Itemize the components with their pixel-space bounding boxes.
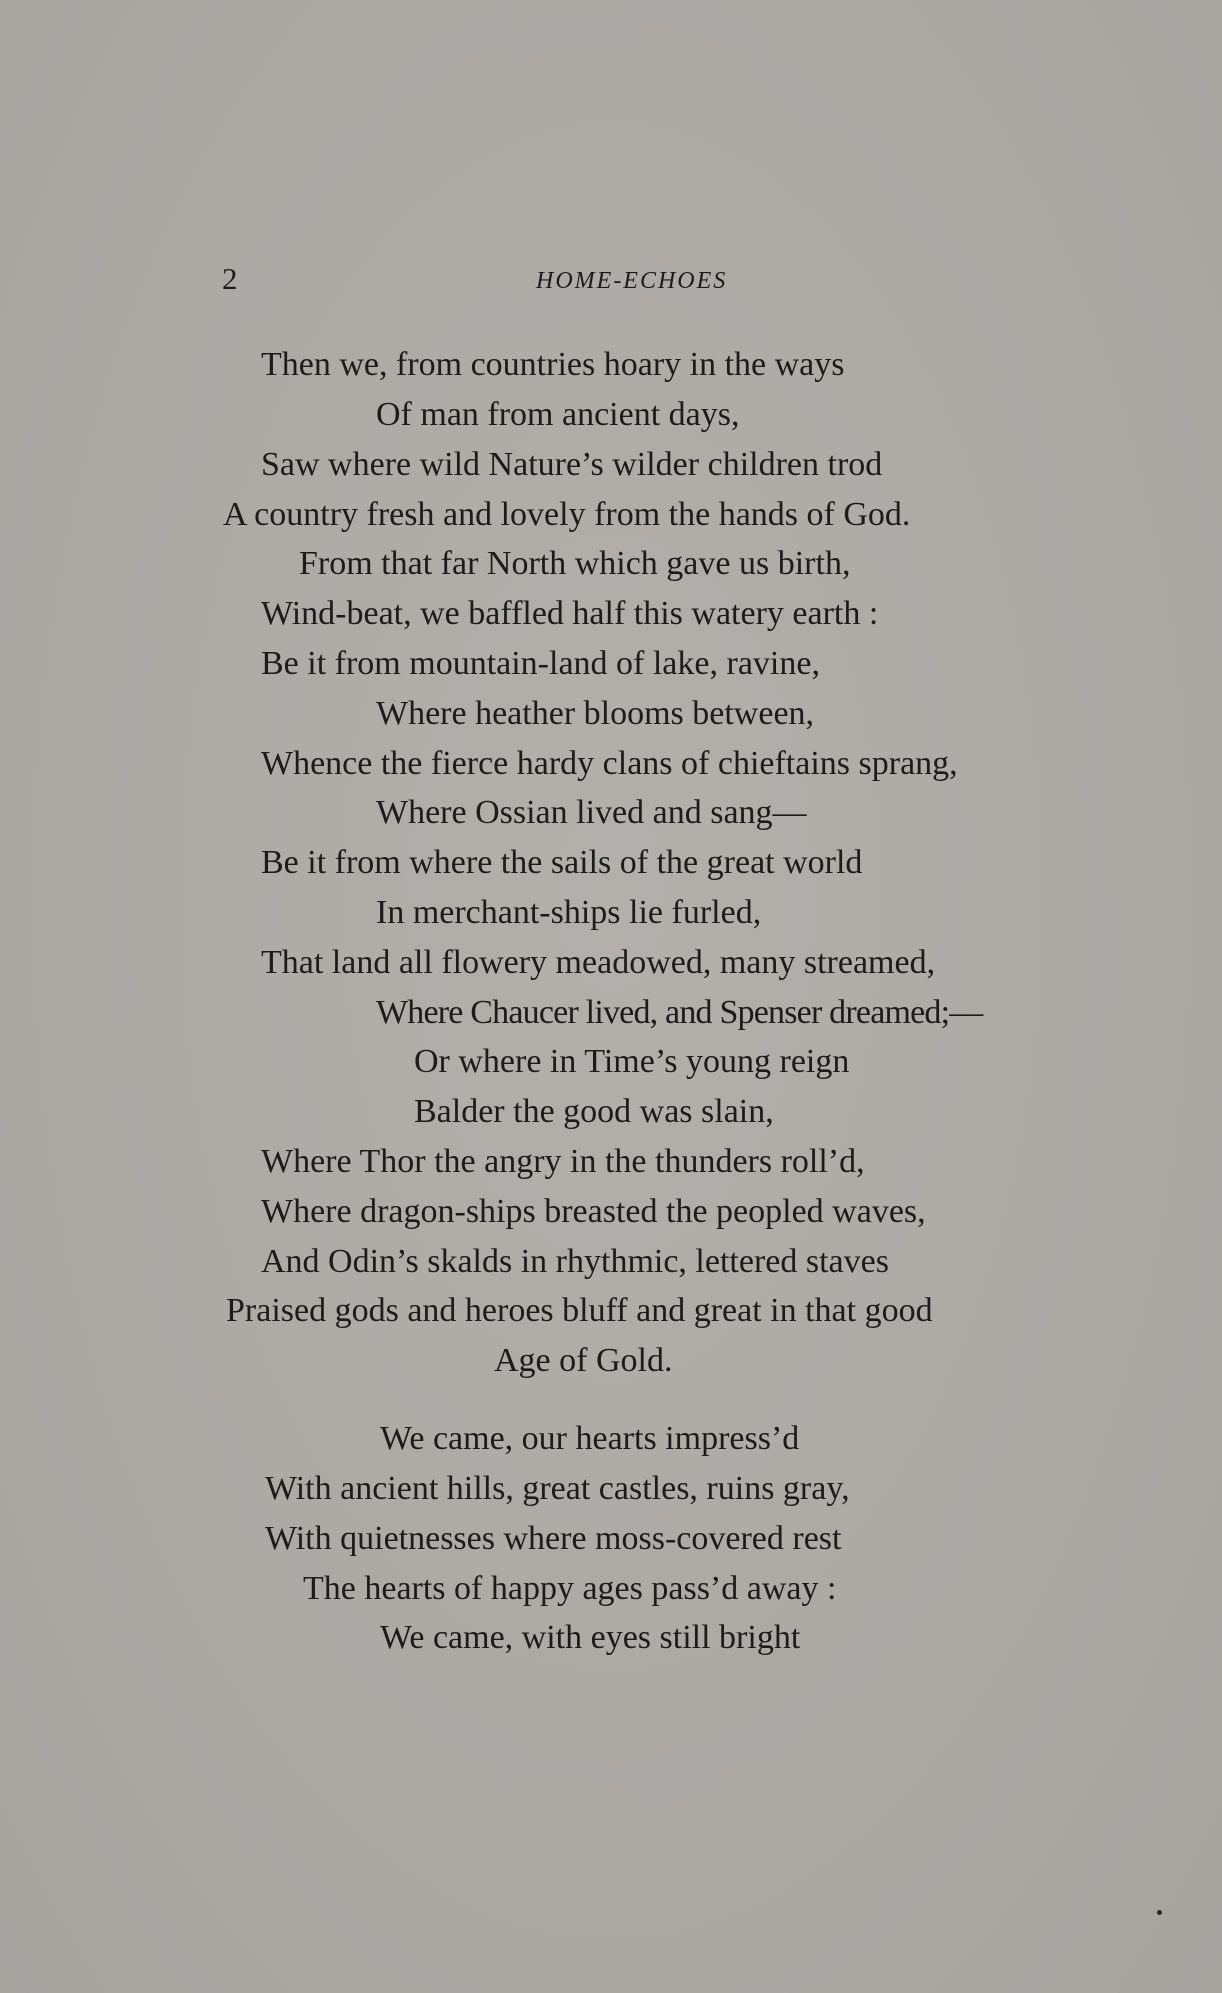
poem-line: Where Chaucer lived, and Spenser dreamed;— <box>376 994 983 1031</box>
poem-line: Be it from mountain-land of lake, ravine, <box>261 645 820 682</box>
poem-line: Where Ossian lived and sang— <box>376 794 807 831</box>
poem-line: Then we, from countries hoary in the ways <box>261 346 845 383</box>
poem-line: From that far North which gave us birth, <box>299 545 851 582</box>
poem-line: Where dragon-ships breasted the peopled waves, <box>261 1193 926 1230</box>
poem-line: Where heather blooms between, <box>376 695 815 732</box>
paper-speck <box>1157 1910 1162 1915</box>
page-header <box>0 259 1222 299</box>
poem-line: A country fresh and lovely from the hands of God. <box>223 496 911 533</box>
page-number: 2 <box>222 261 238 296</box>
poem-line: With ancient hills, great castles, ruins gray, <box>265 1470 850 1507</box>
poem-line: Wind-beat, we baffled half this watery earth : <box>261 595 879 632</box>
poem-line: With quietnesses where moss-covered rest <box>265 1520 842 1557</box>
poem-line: Where Thor the angry in the thunders roll’d, <box>261 1143 865 1180</box>
poem-line: Saw where wild Nature’s wilder children trod <box>261 446 883 483</box>
poem-line: Age of Gold. <box>494 1342 673 1379</box>
poem-line: And Odin’s skalds in rhythmic, lettered staves <box>261 1243 889 1280</box>
poem-line: The hearts of happy ages pass’d away : <box>303 1570 837 1607</box>
poem-line: Be it from where the sails of the great world <box>261 844 863 881</box>
poem-line: Whence the fierce hardy clans of chieftains sprang, <box>261 745 958 782</box>
poem-line: We came, our hearts impress’d <box>380 1420 800 1457</box>
poem-line: In merchant-ships lie furled, <box>376 894 762 931</box>
poem-line: Balder the good was slain, <box>414 1093 774 1130</box>
poem-line: That land all flowery meadowed, many streamed, <box>261 944 936 981</box>
running-title: HOME-ECHOES <box>536 268 728 294</box>
poem-line: We came, with eyes still bright <box>380 1619 801 1656</box>
poem-line: Of man from ancient days, <box>376 396 740 433</box>
poem-line: Or where in Time’s young reign <box>414 1043 850 1080</box>
poem-line: Praised gods and heroes bluff and great in that good <box>226 1292 933 1329</box>
